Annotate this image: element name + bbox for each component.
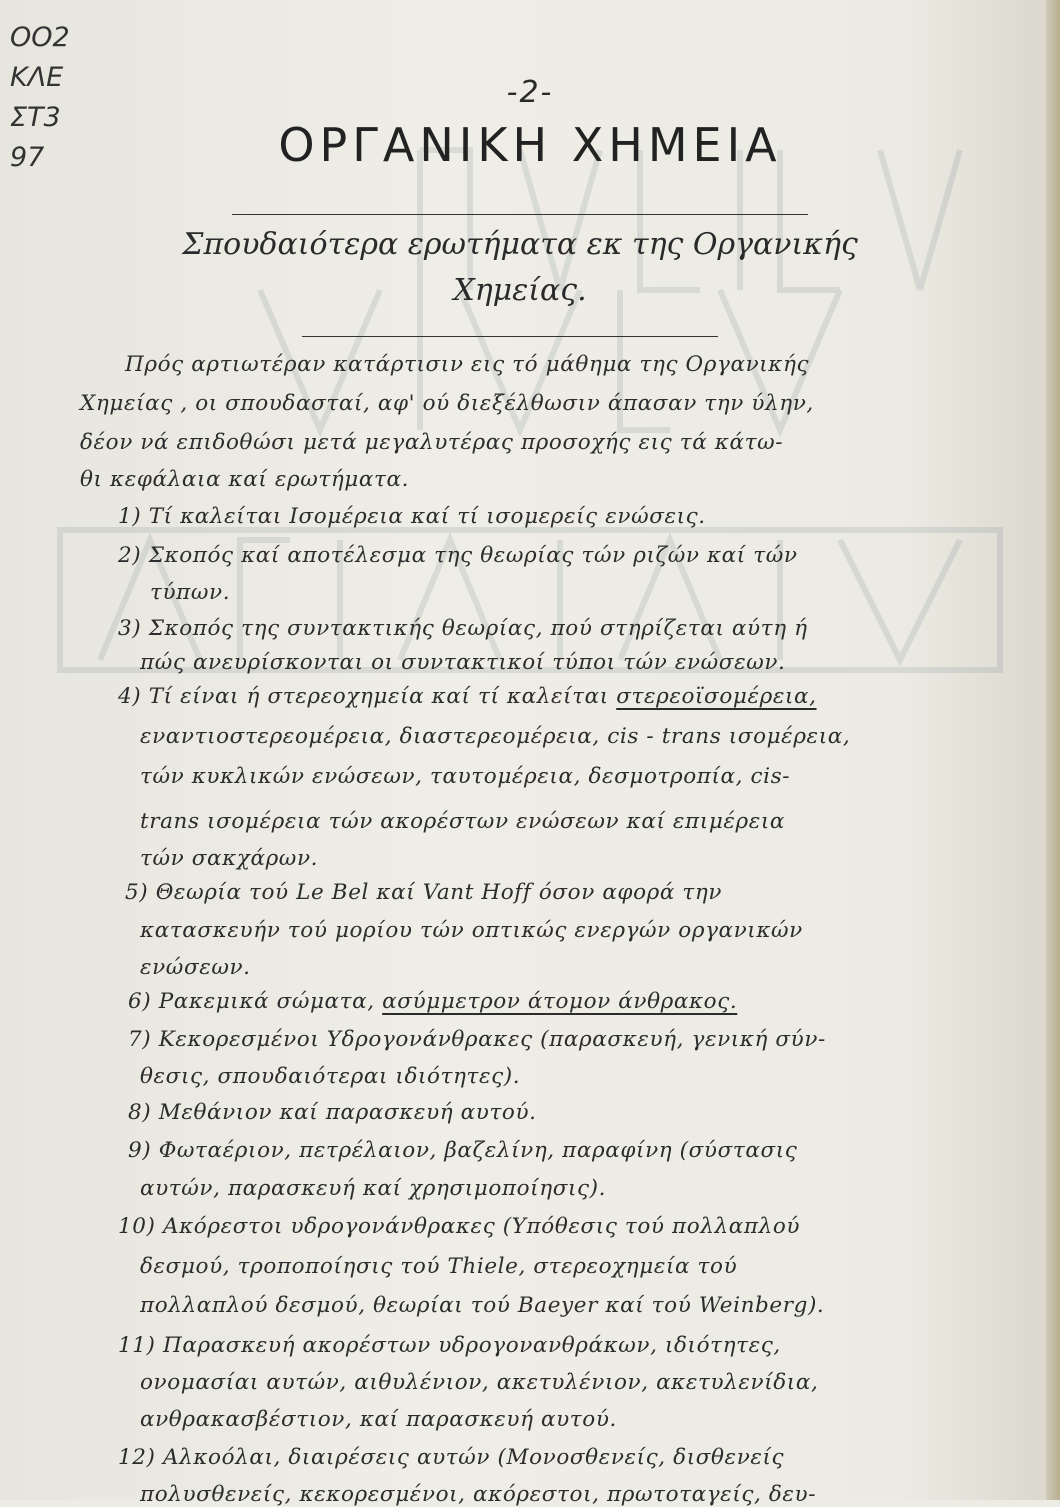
margin-note: ΚΛΕ xyxy=(10,62,64,93)
text-line: πολυσθενείς, κεκορεσμένοι, ακόρεστοι, πρωτοταγείς, δευ- xyxy=(140,1482,817,1507)
list-item: 3) Σκοπός της συντακτικής θεωρίας, πού στηρίζεται αύτη ή xyxy=(118,616,808,641)
text-line: πώς ανευρίσκονται οι συντακτικοί τύποι τών ενώσεων. xyxy=(140,650,786,675)
text-line: ανθρακασβέστιον, καί παρασκευή αυτού. xyxy=(140,1407,617,1432)
underlined-term: ασύμμετρον άτομον άνθρακος. xyxy=(382,989,738,1014)
list-item: 12) Αλκοόλαι, διαιρέσεις αυτών (Μονοσθενείς, δισθενείς xyxy=(118,1445,785,1470)
list-item: 11) Παρασκευή ακορέστων υδρογονανθράκων, ιδιότητες, xyxy=(118,1333,781,1358)
text-line: θι κεφάλαια καί ερωτήματα. xyxy=(80,467,410,492)
text-line: Χημείας , οι σπουδασταί, αφ' ού διεξέλθωσιν άπασαν την ύλην, xyxy=(80,391,814,416)
text-line: ονομασίαι αυτών, αιθυλένιον, ακετυλένιον, ακετυλενίδια, xyxy=(140,1370,819,1395)
list-item xyxy=(128,989,737,1014)
list-item: 5) Θεωρία τού Le Bel καί Vant Hoff όσον αφορά την xyxy=(125,880,723,905)
text-line: τών σακχάρων. xyxy=(140,846,319,871)
text-line: εναντιοστερεομέρεια, διαστερεομέρεια, cis - trans ισομέρεια, xyxy=(140,724,851,749)
text-line: πολλαπλού δεσμού, θεωρίαι τού Baeyer καί τού Weinberg). xyxy=(140,1293,825,1318)
subtitle-line: Χημείας. xyxy=(453,273,587,308)
list-item: 10) Ακόρεστοι υδρογονάνθρακες (Υπόθεσις τού πολλαπλού xyxy=(118,1214,801,1239)
title-rule xyxy=(232,214,808,215)
text-line: θεσις, σπουδαιότεραι ιδιότητες). xyxy=(140,1064,521,1089)
subtitle-line: Σπουδαιότερα ερωτήματα εκ της Οργανικής xyxy=(182,227,858,262)
list-item: 7) Κεκορεσμένοι Υδρογονάνθρακες (παρασκευή, γενική σύν- xyxy=(128,1027,826,1052)
underlined-term: στερεοϊσομέρεια, xyxy=(616,684,817,709)
subtitle-rule xyxy=(302,336,718,337)
margin-note: 97 xyxy=(10,142,45,173)
list-item: 2) Σκοπός καί αποτέλεσμα της θεωρίας τών ριζών καί τών xyxy=(118,543,798,568)
margin-note: ΟΟ2 xyxy=(10,22,70,53)
text-line: τών κυκλικών ενώσεων, ταυτομέρεια, δεσμοτροπία, cis- xyxy=(140,764,791,789)
list-item: 1) Τί καλείται Ισομέρεια καί τί ισομερείς ενώσεις. xyxy=(118,504,706,529)
text-line: ενώσεων. xyxy=(140,955,251,980)
page-number: -2- xyxy=(506,75,554,110)
page-edge xyxy=(1046,0,1060,1500)
page-title: ΟΡΓΑΝΙΚΗ ΧΗΜΕΙΑ xyxy=(278,118,782,172)
list-item: 9) Φωταέριον, πετρέλαιον, βαζελίνη, παραφίνη (σύστασις xyxy=(128,1138,798,1163)
text-line: τύπων. xyxy=(150,580,231,605)
text-line: αυτών, παρασκευή καί χρησιμοποίησις). xyxy=(140,1176,607,1201)
text-line: Πρός αρτιωτέραν κατάρτισιν εις τό μάθημα της Οργανικής xyxy=(125,352,810,377)
list-item-text: 4) Τί είναι ή στερεοχημεία καί τί καλείται xyxy=(118,684,617,709)
text-line: δεσμού, τροποποίησις τού Thiele, στερεοχημεία τού xyxy=(140,1254,738,1279)
text-line: κατασκευήν τού μορίου τών οπτικώς ενεργών οργανικών xyxy=(140,918,803,943)
margin-note: ΣΤ3 xyxy=(10,102,61,133)
text-line: trans ισομέρεια τών ακορέστων ενώσεων καί επιμέρεια xyxy=(140,809,786,834)
subtitle xyxy=(140,222,900,314)
text-line: δέον νά επιδοθώσι μετά μεγαλυτέρας προσοχής εις τά κάτω- xyxy=(80,430,784,455)
list-item: 8) Μεθάνιον καί παρασκευή αυτού. xyxy=(128,1100,537,1125)
list-item-text: 6) Ρακεμικά σώματα, xyxy=(128,989,383,1014)
list-item xyxy=(118,684,817,709)
